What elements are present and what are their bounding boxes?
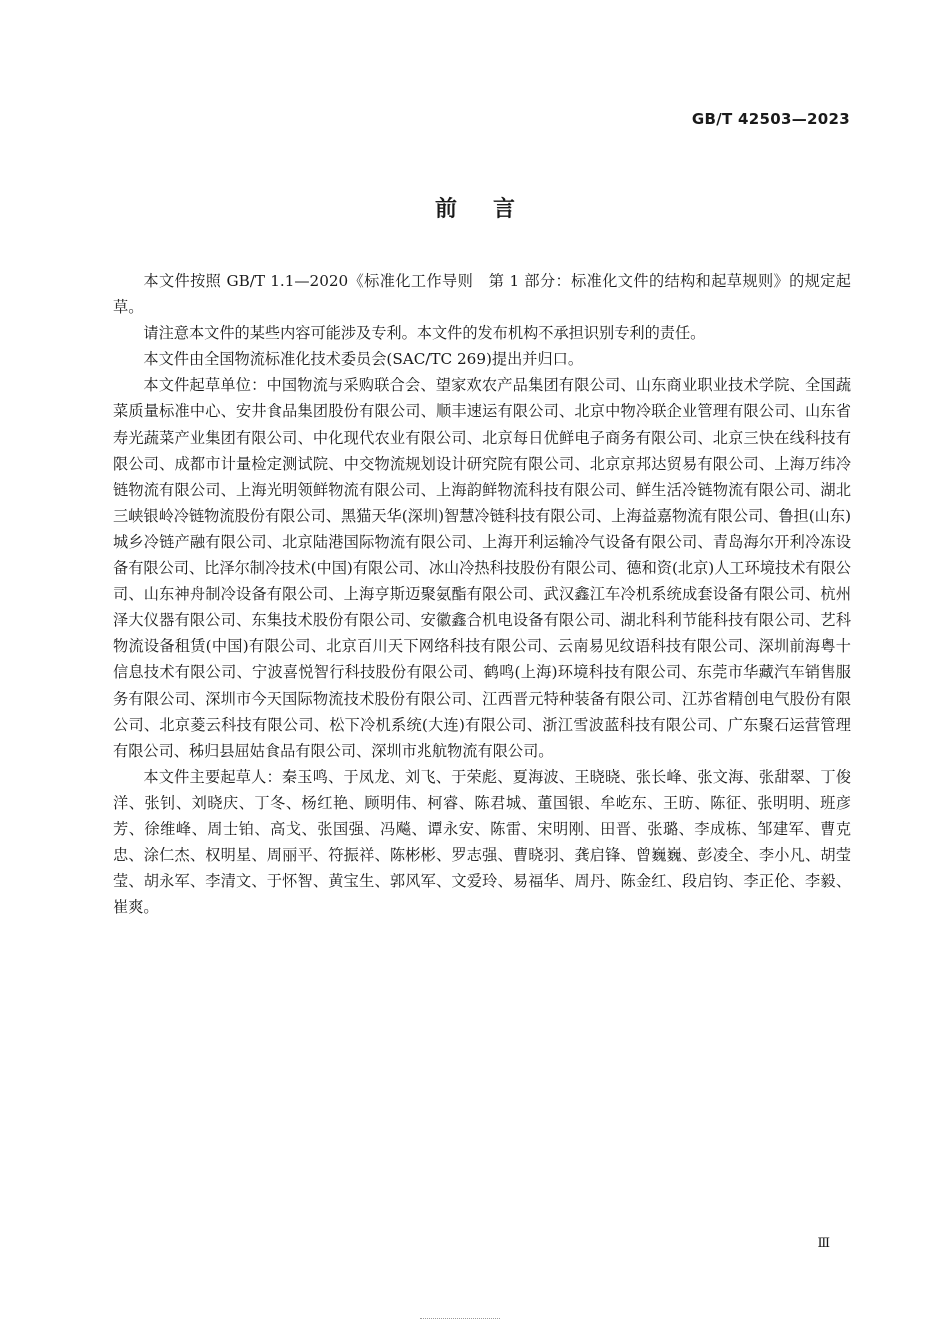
foreword-body [113, 268, 851, 920]
section-title: 前言 [434, 197, 551, 222]
paragraph-drafting-rules: 本文件按照 GB/T 1.1—2020《标准化工作导则 第 1 部分：标准化文件的结构和起草规则》的规定起草。 [113, 272, 851, 317]
footer-divider [420, 1318, 500, 1323]
page-number: Ⅲ [817, 1236, 830, 1251]
paragraph-patent-notice: 请注意本文件的某些内容可能涉及专利。本文件的发布机构不承担识别专利的责任。 [143, 324, 706, 343]
standard-number: GB/T 42503—2023 [691, 110, 850, 128]
paragraph-drafting-units: 本文件起草单位：中国物流与采购联合会、望家欢农产品集团有限公司、山东商业职业技术学院、全国蔬菜质量标准中心、安井食品集团股份有限公司、顺丰速运有限公司、北京中物冷联企业管理有限公司、山东省寿光蔬菜产业集团有限公司、中化现代农业有限公司、北京每日优鲜电子商务有限公司、北京三快在线科技有限公司、成都市计量检定测试院、中交物流规划设计研究院有限公司、北京京邦达贸易有限公司、上海万纬冷链物流有限公司、上海光明领鲜物流有限公司、上海韵鲜物流科技有限公司、鲜生活冷链物流有限公司、湖北三峡银岭冷链物流股份有限公司、黑猫天华(深圳)智慧冷链科技有限公司、上海益嘉物流有限公司、鲁担(山东)城乡冷链产融有限公司、北京陆港国际物流有限公司、上海开利运输冷气设备有限公司、青岛海尔开利冷冻设备有限公司、比泽尔制冷技术(中国)有限公司、冰山冷热科技股份有限公司、德和资(北京)人工环境技术有限公司、山东神舟制冷设备有限公司、上海亨斯迈聚氨酯有限公司、武汉鑫江车冷机系统成套设备有限公司、杭州泽大仪器有限公司、东集技术股份有限公司、安徽鑫合机电设备有限公司、湖北科利节能科技有限公司、艺科物流设备租赁(中国)有限公司、北京百川天下网络科技有限公司、云南易见纹语科技有限公司、深圳前海粤十信息技术有限公司、宁波喜悦智行科技股份有限公司、鹤鸣(上海)环境科技有限公司、东莞市华藏汽车销售服务有限公司、深圳市今天国际物流技术股份有限公司、江西晋元特种装备有限公司、江苏省精创电气股份有限公司、北京菱云科技有限公司、松下冷机系统(大连)有限公司、浙江雪波蓝科技有限公司、广东聚石运营管理有限公司、秭归县屈姑食品有限公司、深圳市兆航物流有限公司。 [113, 376, 851, 760]
paragraph-proposer: 本文件由全国物流标准化技术委员会(SAC/TC 269)提出并归口。 [143, 350, 584, 369]
paragraph-drafters: 本文件主要起草人：秦玉鸣、于凤龙、刘飞、于荣彪、夏海波、王晓晓、张长峰、张文海、张甜翠、丁俊洋、张钊、刘晓庆、丁冬、杨红艳、顾明伟、柯睿、陈君城、董国银、牟屹东、王昉、陈征、张明明、班彦芳、徐维峰、周士铂、高戈、张国强、冯飚、谭永安、陈雷、宋明刚、田晋、张璐、李成栋、邹建军、曹克忠、涂仁杰、权明星、周丽平、符振祥、陈彬彬、罗志强、曹晓羽、龚启锋、曾巍巍、彭凌全、李小凡、胡莹莹、胡永军、李清文、于怀智、黄宝生、郭风军、文爱玲、易福华、周丹、陈金红、段启钧、李正伦、李毅、崔爽。 [113, 767, 851, 917]
